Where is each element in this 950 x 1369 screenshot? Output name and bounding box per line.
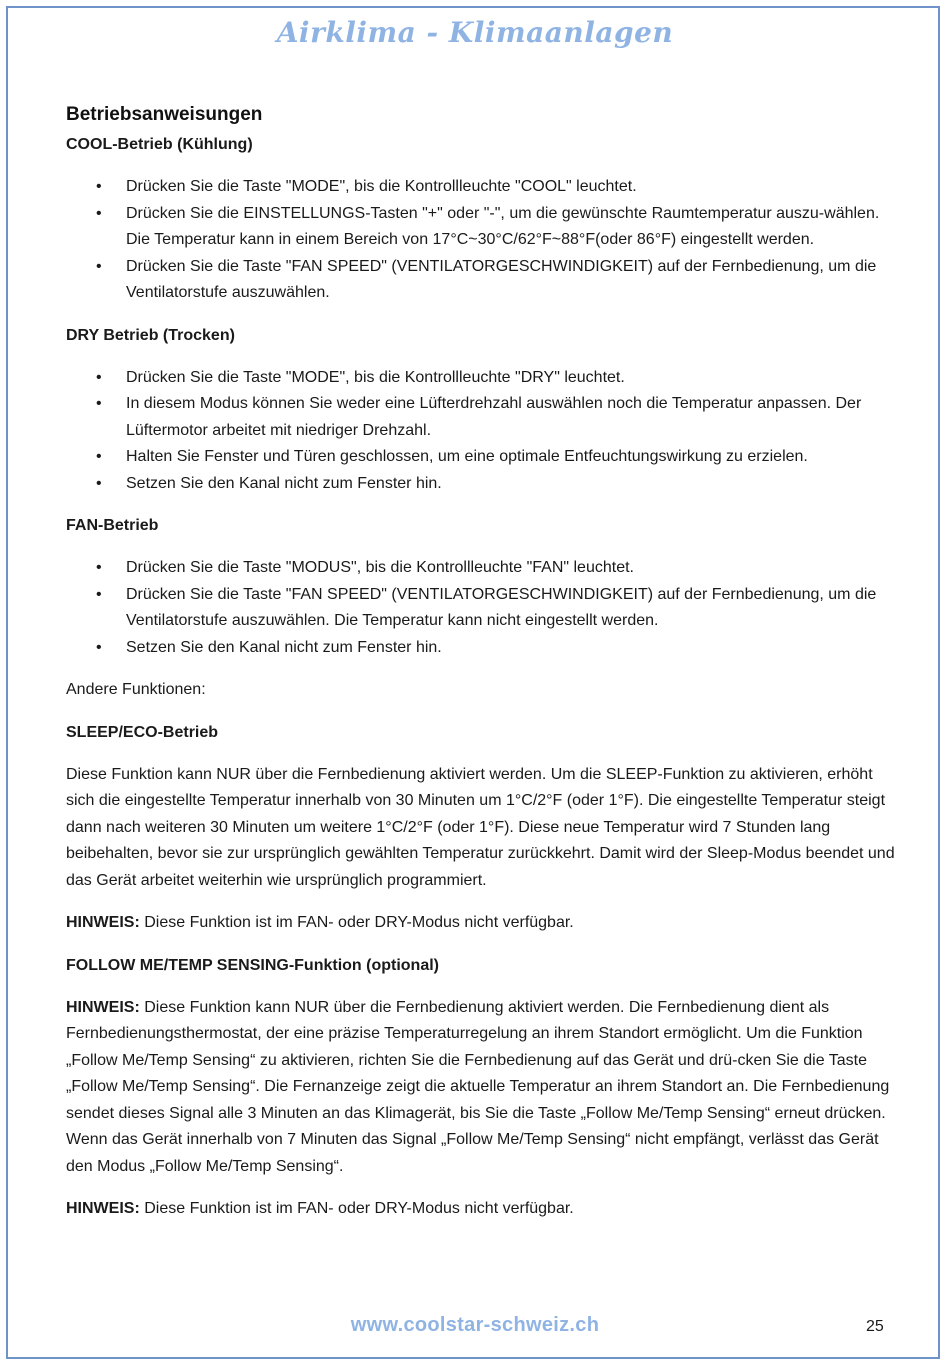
sleep-heading: SLEEP/ECO-Betrieb <box>66 723 219 741</box>
list-item: • Drücken Sie die EINSTELLUNGS-Tasten "+" oder "-", um die gewünschte Raumtemperatur auszu-wählen. Die Temperatur kann in einem Bereich von 17°C~30°C/62°F~88°F(oder 86°F) eingestellt werden. <box>66 201 896 254</box>
list-item: • Setzen Sie den Kanal nicht zum Fenster hin. <box>66 471 896 498</box>
note-text: Diese Funktion ist im FAN- oder DRY-Modus nicht verfügbar. <box>139 1200 574 1217</box>
page-number: 25 <box>866 1318 884 1335</box>
list-item: • Drücken Sie die Taste "MODE", bis die Kontrollleuchte "DRY" leuchtet. <box>66 365 896 392</box>
sleep-paragraph: Diese Funktion kann NUR über die Fernbedienung aktiviert werden. Um die SLEEP-Funktion zu aktivieren, erhöht sich die eingestellte Temperatur innerhalb von 30 Minuten um 1°C/2°F (oder 1°F). Die eingestellte Temperatur steigt dann nach weiteren 30 Minuten um weitere 1°C/2°F (oder 1°F). Diese neue Temperatur wird 7 Stunden lang beibehalten, bevor sie zur ursprünglich gewählten Temperatur zurückkehrt. Damit wird der Sleep-Modus beendet und das Gerät arbeitet weiterhin wie ursprünglich programmiert. <box>66 765 895 889</box>
footer-url: www.coolstar-schweiz.ch <box>350 1314 600 1336</box>
follow-heading: FOLLOW ME/TEMP SENSING-Funktion (optional) <box>66 956 439 974</box>
other-functions-label: Andere Funktionen: <box>66 681 206 698</box>
note-label: HINWEIS: <box>66 998 140 1016</box>
sleep-note <box>66 910 896 937</box>
cool-list <box>66 174 896 307</box>
dry-heading: DRY Betrieb (Trocken) <box>66 326 235 344</box>
fan-heading: FAN-Betrieb <box>66 517 159 534</box>
note-text: Diese Funktion kann NUR über die Fernbedienung aktiviert werden. Die Fernbedienung dient als Fernbedienungsthermostat, der eine präzise Temperaturregelung an ihrem Standort ermöglicht. Um die Funktion „Follow Me/Temp Sensing“ zu aktivieren, richten Sie die Fernbedienung auf das Gerät und drü-cken Sie die Taste „Follow Me/Temp Sensing“. Die Fernanzeige zeigt die aktuelle Temperatur an ihrem Standort an. Die Fernbedienung sendet dieses Signal alle 3 Minuten an das Klimagerät, bis Sie die Taste „Follow Me/Temp Sensing“ erneut drücken. Wenn das Gerät innerhalb von 7 Minuten das Signal „Follow Me/Temp Sensing“ nicht empfängt, verlässt das Gerät den Modus „Follow Me/Temp Sensing“. <box>66 998 890 1175</box>
fan-list <box>66 555 896 661</box>
note-label: HINWEIS: <box>66 914 140 931</box>
brand-header: Airklima - Klimaanlagen <box>276 16 674 49</box>
document-body <box>66 104 896 1239</box>
note-label: HINWEIS: <box>66 1200 140 1217</box>
list-item: • Drücken Sie die Taste "FAN SPEED" (VENTILATORGESCHWINDIGKEIT) auf der Fernbedienung, um die Ventilatorstufe auszuwählen. Die Temperatur kann nicht eingestellt werden. <box>66 582 896 635</box>
follow-note-2 <box>66 1196 896 1223</box>
page-title: Betriebsanweisungen <box>66 104 263 125</box>
list-item: • Drücken Sie die Taste "MODUS", bis die Kontrollleuchte "FAN" leuchtet. <box>66 555 896 582</box>
follow-note <box>66 995 896 1181</box>
list-item: • Drücken Sie die Taste "MODE", bis die Kontrollleuchte "COOL" leuchtet. <box>66 174 896 201</box>
dry-list <box>66 365 896 498</box>
list-item: • In diesem Modus können Sie weder eine Lüfterdrehzahl auswählen noch die Temperatur anpassen. Der Lüftermotor arbeitet mit niedriger Drehzahl. <box>66 391 896 444</box>
list-item: • Drücken Sie die Taste "FAN SPEED" (VENTILATORGESCHWINDIGKEIT) auf der Fernbedienung, um die Ventilatorstufe auszuwählen. <box>66 254 896 307</box>
list-item: • Halten Sie Fenster und Türen geschlossen, um eine optimale Entfeuchtungswirkung zu erzielen. <box>66 444 896 471</box>
cool-heading: COOL-Betrieb (Kühlung) <box>66 136 253 153</box>
list-item: • Setzen Sie den Kanal nicht zum Fenster hin. <box>66 635 896 662</box>
note-text: Diese Funktion ist im FAN- oder DRY-Modus nicht verfügbar. <box>139 914 574 931</box>
